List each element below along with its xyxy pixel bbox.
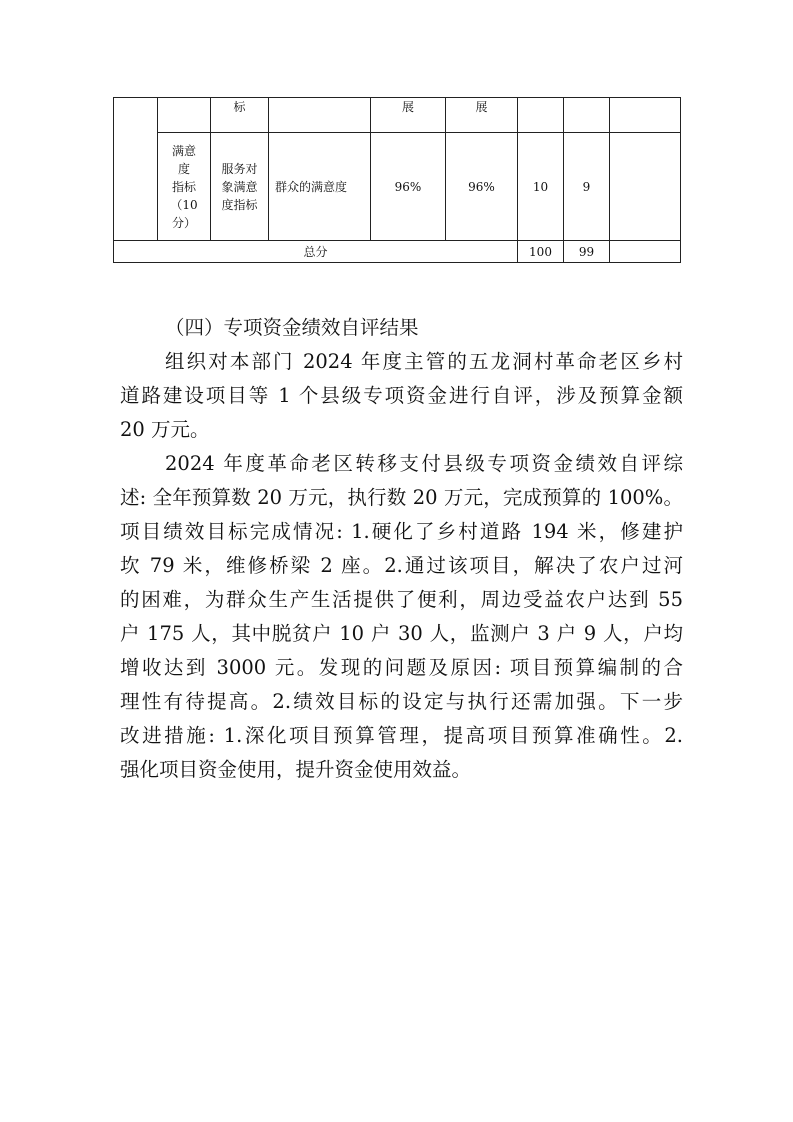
paragraph-line: 增收达到 3000 元。发现的问题及原因: 项目预算编制的合	[120, 656, 683, 679]
line: 满意	[171, 143, 196, 158]
table-row-total	[114, 241, 681, 263]
line: 分）	[171, 215, 196, 230]
cell-empty	[114, 98, 158, 241]
cell-weight: 10	[518, 133, 564, 241]
table-row	[114, 98, 681, 133]
cell-empty	[518, 98, 564, 133]
paragraph-line: 户 175 人，其中脱贫户 10 户 30 人，监测户 3 户 9 人，户均	[120, 622, 683, 645]
line: 服务对	[221, 161, 258, 176]
paragraph-line: 坎 79 米，维修桥梁 2 座。2.通过该项目，解决了农户过河	[120, 554, 683, 577]
cell-empty	[269, 98, 371, 133]
paragraph-line: 强化项目资金使用，提升资金使用效益。	[120, 758, 472, 781]
section-heading: （四）专项资金绩效自评结果	[165, 316, 419, 339]
cell-category	[158, 133, 211, 241]
paragraph-line: 组织对本部门 2024 年度主管的五龙洞村革命老区乡村	[165, 350, 683, 373]
cell-empty	[158, 98, 211, 133]
paragraph-line: 项目绩效目标完成情况: 1.硬化了乡村道路 194 米，修建护	[120, 520, 683, 543]
line: 指标	[171, 179, 196, 194]
cell-indicator: 群众的满意度	[269, 133, 371, 241]
cell-score: 9	[564, 133, 610, 241]
paragraph-line: 理性有待提高。2.绩效目标的设定与执行还需加强。下一步	[120, 690, 683, 713]
paragraph-line: 改进措施: 1.深化项目预算管理，提高项目预算准确性。2.	[120, 724, 683, 747]
cell-subcategory	[211, 133, 269, 241]
cell-total-weight: 100	[518, 241, 564, 263]
cell-total-score: 99	[564, 241, 610, 263]
line: （10	[170, 197, 198, 212]
paragraph-line: 道路建设项目等 1 个县级专项资金进行自评，涉及预算金额	[120, 384, 683, 407]
cell-empty	[564, 98, 610, 133]
performance-table	[113, 97, 681, 263]
cell-empty	[610, 98, 681, 133]
cell-total-note	[610, 241, 681, 263]
section-body	[120, 311, 683, 787]
line: 象满意	[221, 179, 258, 194]
cell-actual: 96%	[446, 133, 518, 241]
line: 度	[177, 161, 190, 176]
line: 度指标	[221, 197, 258, 212]
cell-total-label: 总分	[114, 241, 518, 263]
paragraph-line: 述: 全年预算数 20 万元，执行数 20 万元，完成预算的 100%。	[120, 486, 683, 509]
cell: 展	[446, 98, 518, 133]
paragraph-line: 20 万元。	[120, 418, 210, 441]
cell-target: 96%	[371, 133, 446, 241]
cell-note	[610, 133, 681, 241]
table-row	[114, 133, 681, 241]
cell: 标	[211, 98, 269, 133]
paragraph-line: 的困难，为群众生产生活提供了便利，周边受益农户达到 55	[120, 588, 683, 611]
paragraph-line: 2024 年度革命老区转移支付县级专项资金绩效自评综	[165, 452, 683, 475]
cell: 展	[371, 98, 446, 133]
